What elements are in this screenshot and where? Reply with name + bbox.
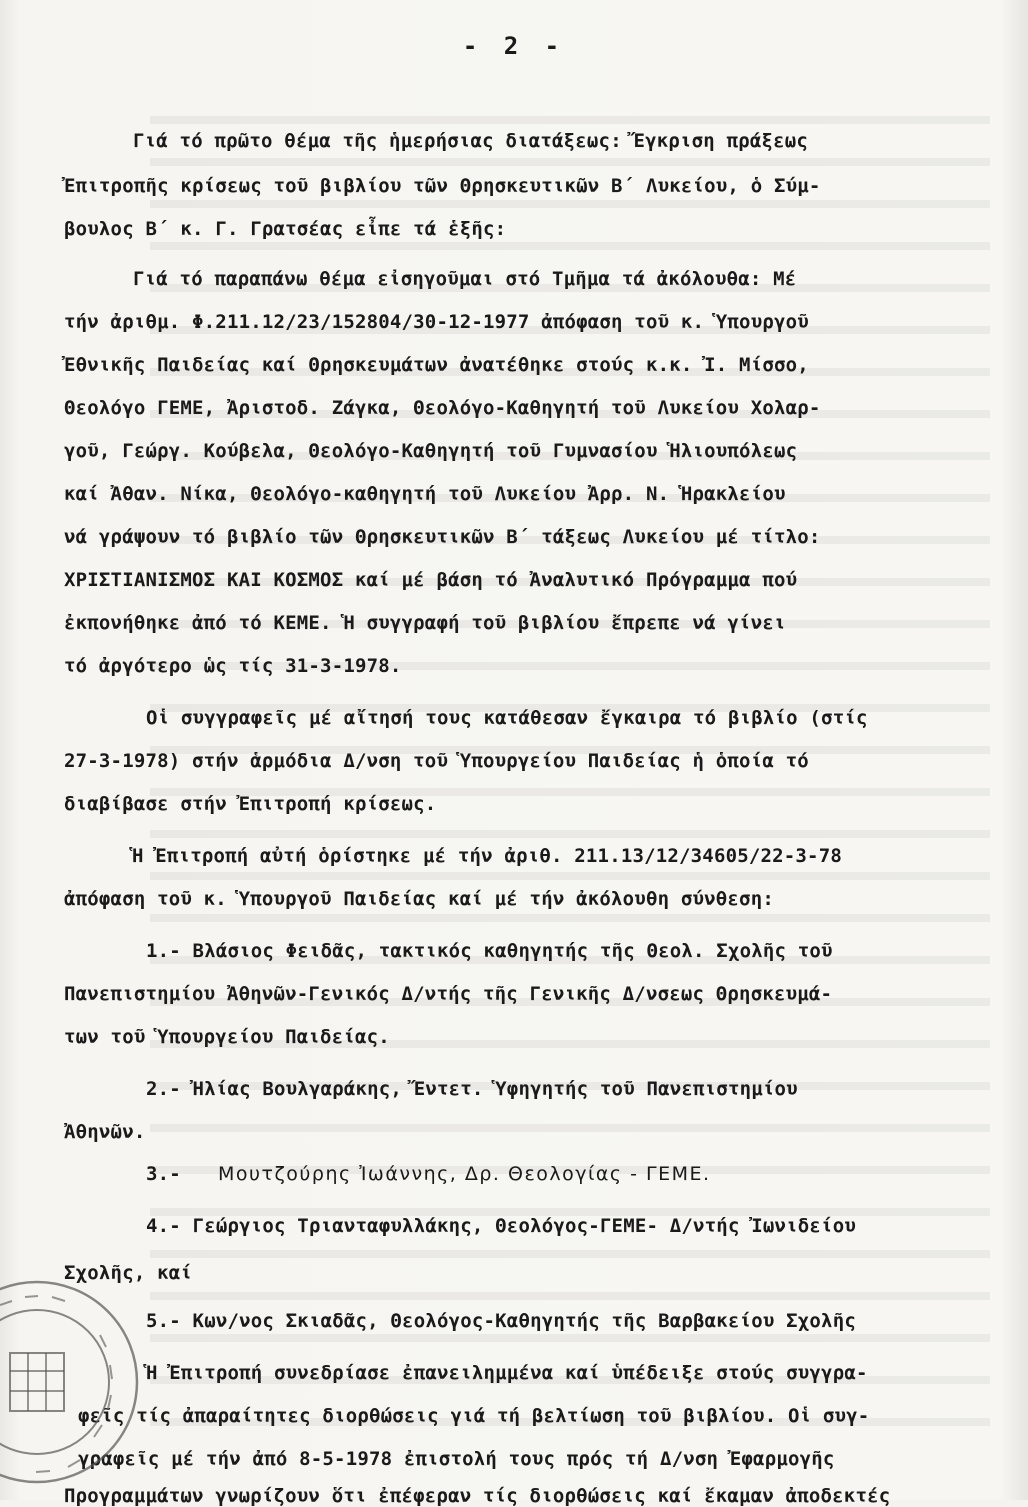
text-line: Ἐθνικῆς Παιδείας καί Θρησκευμάτων ἀνατέθηκε στούς κ.κ. Ἰ. Μίσσο, — [64, 354, 809, 376]
text-line: νά γράψουν τό βιβλίο τῶν Θρησκευτικῶν Β΄ τάξεως Λυκείου μέ τίτλο: — [64, 526, 821, 548]
text-line: Γιά τό πρῶτο θέμα τῆς ἡμερήσιας διατάξεως: Ἔγκριση πράξεως — [133, 130, 809, 152]
text-line: Ἡ Ἐπιτροπή αὐτή ὁρίστηκε μέ τήν ἀριθ. 211.13/12/34605/22-3-78 — [132, 845, 842, 867]
text-line: βουλος Β΄ κ. Γ. Γρατσέας εἶπε τά ἑξῆς: — [64, 218, 507, 240]
text-line: διαβίβασε στήν Ἐπιτροπή κρίσεως. — [64, 793, 437, 815]
text-line: Οἱ συγγραφεῖς μέ αἴτησή τους κατάθεσαν ἔγκαιρα τό βιβλίο (στίς — [146, 707, 868, 729]
list-item: 2.- Ἠλίας Βουλγαράκης, Ἔντετ. Ὑφηγητής τοῦ Πανεπιστημίου — [146, 1078, 798, 1100]
text-line: Πανεπιστημίου Ἀθηνῶν-Γενικός Δ/ντής τῆς Γενικῆς Δ/νσεως Θρησκευμά- — [64, 983, 833, 1005]
text-line: Ἐπιτροπῆς κρίσεως τοῦ βιβλίου τῶν Θρησκευτικῶν Β΄ Λυκείου, ὁ Σύμ- — [64, 175, 821, 197]
list-item-number: 3.- — [146, 1163, 181, 1185]
text-line: Ἀθηνῶν. — [64, 1121, 146, 1143]
text-line: καί Ἀθαν. Νίκα, Θεολόγο-καθηγητή τοῦ Λυκείου Ἀρρ. Ν. Ἡρακλείου — [64, 483, 786, 505]
text-line: φεῖς τίς ἀπαραίτητες διορθώσεις γιά τή βελτίωση τοῦ βιβλίου. Οἱ συγ- — [78, 1405, 870, 1427]
text-line: των τοῦ Ὑπουργείου Παιδείας. — [64, 1026, 390, 1048]
text-line: Ἡ Ἐπιτροπή συνεδρίασε ἐπανειλημμένα καί ὑπέδειξε στούς συγγρα- — [146, 1362, 868, 1384]
page-number: - 2 - — [462, 32, 566, 60]
text-line: 27-3-1978) στήν ἁρμόδια Δ/νση τοῦ Ὑπουργείου Παιδείας ἡ ὁποία τό — [64, 750, 809, 772]
text-line: τό ἀργότερο ὡς τίς 31-3-1978. — [64, 655, 402, 677]
list-item: 1.- Βλάσιος Φειδᾶς, τακτικός καθηγητής τῆς Θεολ. Σχολῆς τοῦ — [146, 940, 833, 962]
text-line: γραφεῖς μέ τήν ἀπό 8-5-1978 ἐπιστολή τους πρός τή Δ/νση Ἐφαρμογῆς — [78, 1448, 835, 1470]
handtyped-insert: Μουτζούρης Ἰωάννης, Δρ. Θεολογίας - ΓΕΜΕ. — [218, 1163, 711, 1185]
list-item: 5.- Κων/νος Σκιαδᾶς, Θεολόγος-Καθηγητής τῆς Βαρβακείου Σχολῆς — [146, 1310, 856, 1332]
text-line: ἀπόφαση τοῦ κ. Ὑπουργοῦ Παιδείας καί μέ τήν ἀκόλουθη σύνθεση: — [64, 888, 774, 910]
text-line: Προγραμμάτων γνωρίζουν ὅτι ἐπέφεραν τίς διορθώσεις καί ἔκαμαν ἀποδεκτές — [64, 1485, 891, 1507]
text-line: τήν ἀριθμ. Φ.211.12/23/152804/30-12-1977 ἀπόφαση τοῦ κ. Ὑπουργοῦ — [64, 311, 809, 333]
list-item: 4.- Γεώργιος Τριανταφυλλάκης, Θεολόγος-ΓΕΜΕ- Δ/ντής Ἰωνιδείου — [146, 1215, 856, 1237]
text-line: ἐκπονήθηκε ἀπό τό ΚΕΜΕ. Ἡ συγγραφή τοῦ βιβλίου ἔπρεπε νά γίνει — [64, 612, 786, 634]
text-line: Γιά τό παραπάνω θέμα εἰσηγοῦμαι στό Τμῆμα τά ἀκόλουθα: Μέ — [133, 268, 797, 290]
official-seal-stamp — [0, 1275, 145, 1490]
text-line: γοῦ, Γεώργ. Κούβελα, Θεολόγο-Καθηγητή τοῦ Γυμνασίου Ἡλιουπόλεως — [64, 440, 798, 462]
text-line: ΧΡΙΣΤΙΑΝΙΣΜΟΣ ΚΑΙ ΚΟΣΜΟΣ καί μέ βάση τό Ἀναλυτικό Πρόγραμμα πού — [64, 569, 798, 591]
text-line: Σχολῆς, καί — [64, 1262, 193, 1284]
text-line: Θεολόγο ΓΕΜΕ, Ἀριστοδ. Ζάγκα, Θεολόγο-Καθηγητή τοῦ Λυκείου Χολαρ- — [64, 397, 821, 419]
